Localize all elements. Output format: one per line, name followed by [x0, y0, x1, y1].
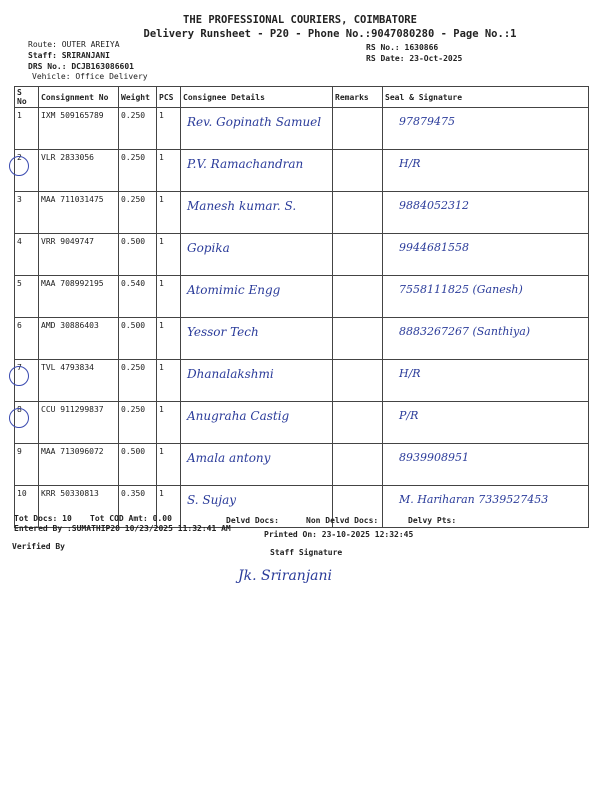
- row-weight: [119, 360, 157, 402]
- table-row: [15, 318, 589, 360]
- row-seal-signature: [383, 150, 589, 192]
- row-consignee-text: Yessor Tech: [187, 325, 259, 339]
- row-consignment-no-text: AMD 30886403: [41, 321, 99, 330]
- row-pcs-text: 1: [159, 489, 164, 498]
- row-seal-signature-text: 9944681558: [399, 241, 469, 254]
- consignment-table: [14, 86, 589, 528]
- row-consignment-no-text: VRR 9049747: [41, 237, 94, 246]
- row-seal-signature: [383, 234, 589, 276]
- row-pcs-text: 1: [159, 237, 164, 246]
- row-seal-signature-text: P/R: [399, 409, 419, 422]
- row-sno: [15, 108, 39, 150]
- table-row: [15, 108, 589, 150]
- tot-docs: Tot Docs: 10: [14, 514, 72, 523]
- row-consignee: [181, 360, 333, 402]
- row-pcs-text: 1: [159, 279, 164, 288]
- row-weight: [119, 402, 157, 444]
- row-pcs-text: 1: [159, 153, 164, 162]
- row-pcs: [157, 402, 181, 444]
- col-seal: Seal & Signature: [383, 87, 589, 108]
- vehicle-label: Vehicle: Office Delivery: [32, 72, 148, 81]
- row-remarks: [333, 360, 383, 402]
- row-consignment-no-text: KRR 50330813: [41, 489, 99, 498]
- row-seal-signature-text: 8883267267 (Santhiya): [399, 325, 531, 338]
- row-seal-signature: [383, 276, 589, 318]
- row-consignee: [181, 108, 333, 150]
- row-seal-signature-text: H/R: [399, 157, 421, 170]
- row-remarks: [333, 234, 383, 276]
- row-consignee-text: Anugraha Castig: [187, 409, 290, 423]
- row-consignment-no: [39, 234, 119, 276]
- row-pcs-text: 1: [159, 405, 164, 414]
- row-sno: [15, 234, 39, 276]
- row-weight-text: 0.500: [121, 447, 146, 456]
- row-consignment-no: [39, 276, 119, 318]
- row-pcs: [157, 234, 181, 276]
- row-sno-text: 9: [17, 447, 22, 456]
- delvy-pts: Delvy Pts:: [408, 516, 457, 525]
- col-pcs: PCS: [157, 87, 181, 108]
- row-weight-text: 0.250: [121, 111, 146, 120]
- row-remarks: [333, 276, 383, 318]
- row-remarks: [333, 108, 383, 150]
- row-consignee-text: P.V. Ramachandran: [187, 157, 304, 171]
- row-consignee: [181, 318, 333, 360]
- rs-date: RS Date: 23-Oct-2025: [366, 54, 463, 63]
- runsheet-title: Delivery Runsheet - P20 - Phone No.:9047080280 - Page No.:1: [143, 28, 517, 40]
- row-pcs-text: 1: [159, 111, 164, 120]
- delvd-docs: Delvd Docs:: [226, 516, 279, 525]
- row-sno: [15, 276, 39, 318]
- row-consignment-no-text: MAA 708992195: [41, 279, 104, 288]
- row-weight: [119, 444, 157, 486]
- row-consignment-no: [39, 444, 119, 486]
- row-consignee: [181, 234, 333, 276]
- row-sno-text: 5: [17, 279, 22, 288]
- row-consignee: [181, 444, 333, 486]
- row-consignee-text: Gopika: [187, 241, 230, 255]
- row-seal-signature: [383, 444, 589, 486]
- staff-label: Staff: SRIRANJANI: [28, 51, 110, 60]
- col-weight: Weight: [119, 87, 157, 108]
- circle-mark: [9, 366, 29, 386]
- row-sno: [15, 318, 39, 360]
- row-sno: [15, 150, 39, 192]
- col-consignment: Consignment No: [39, 87, 119, 108]
- circle-mark: [9, 156, 29, 176]
- row-seal-signature: [383, 318, 589, 360]
- table-row: [15, 276, 589, 318]
- row-consignment-no: [39, 108, 119, 150]
- row-seal-signature: [383, 108, 589, 150]
- row-sno-text: 6: [17, 321, 22, 330]
- circle-mark: [9, 408, 29, 428]
- col-sno: S No: [15, 87, 39, 108]
- row-consignment-no: [39, 192, 119, 234]
- row-seal-signature-text: 8939908951: [399, 451, 469, 464]
- row-consignee-text: Amala antony: [187, 451, 271, 465]
- entered-by: Entered By :SUMATHIP20 10/23/2025 11:32:41 AM: [14, 524, 231, 533]
- row-pcs-text: 1: [159, 447, 164, 456]
- row-pcs: [157, 276, 181, 318]
- row-weight-text: 0.540: [121, 279, 146, 288]
- route-label: Route: OUTER AREIYA: [28, 40, 120, 49]
- row-consignment-no: [39, 402, 119, 444]
- printed-on: Printed On: 23-10-2025 12:32:45: [264, 530, 414, 539]
- staff-signature-label: Staff Signature: [270, 548, 343, 557]
- row-consignment-no-text: CCU 911299837: [41, 405, 104, 414]
- row-remarks: [333, 150, 383, 192]
- row-sno-text: 4: [17, 237, 22, 246]
- rs-number: RS No.: 1630866: [366, 43, 439, 52]
- row-weight: [119, 108, 157, 150]
- row-sno-text: 7: [17, 363, 22, 372]
- row-sno-text: 1: [17, 111, 22, 120]
- row-weight: [119, 192, 157, 234]
- row-weight-text: 0.250: [121, 153, 146, 162]
- row-consignment-no-text: TVL 4793834: [41, 363, 94, 372]
- row-consignment-no-text: MAA 711031475: [41, 195, 104, 204]
- row-remarks: [333, 318, 383, 360]
- row-consignee-text: Atomimic Engg: [187, 283, 281, 297]
- row-consignment-no-text: MAA 713096072: [41, 447, 104, 456]
- row-weight: [119, 234, 157, 276]
- table-row: [15, 150, 589, 192]
- row-seal-signature: [383, 360, 589, 402]
- row-seal-signature-text: 9884052312: [399, 199, 469, 212]
- row-seal-signature-text: H/R: [399, 367, 421, 380]
- row-weight-text: 0.350: [121, 489, 146, 498]
- row-consignee-text: S. Sujay: [187, 493, 237, 507]
- row-consignment-no: [39, 360, 119, 402]
- row-consignee: [181, 150, 333, 192]
- table-row: [15, 234, 589, 276]
- col-remarks: Remarks: [333, 87, 383, 108]
- table-header-row: [15, 87, 589, 108]
- row-sno: [15, 402, 39, 444]
- row-sno: [15, 444, 39, 486]
- row-pcs: [157, 444, 181, 486]
- row-weight-text: 0.500: [121, 321, 146, 330]
- non-delvd-docs: Non Delvd Docs:: [306, 516, 379, 525]
- row-seal-signature-text: 97879475: [399, 115, 455, 128]
- row-pcs: [157, 318, 181, 360]
- tot-cod: Tot COD Amt: 0.00: [90, 514, 172, 523]
- row-seal-signature-text: M. Hariharan 7339527453: [399, 493, 549, 506]
- row-pcs: [157, 192, 181, 234]
- row-remarks: [333, 192, 383, 234]
- row-consignment-no-text: VLR 2833056: [41, 153, 94, 162]
- row-weight: [119, 318, 157, 360]
- table-row: [15, 360, 589, 402]
- row-consignee-text: Manesh kumar. S.: [187, 199, 297, 213]
- row-weight: [119, 276, 157, 318]
- row-weight-text: 0.250: [121, 405, 146, 414]
- row-pcs-text: 1: [159, 363, 164, 372]
- company-name: THE PROFESSIONAL COURIERS, COIMBATORE: [183, 14, 417, 26]
- row-consignee-text: Rev. Gopinath Samuel: [187, 115, 322, 129]
- table-row: [15, 192, 589, 234]
- row-consignment-no: [39, 318, 119, 360]
- row-sno: [15, 192, 39, 234]
- row-consignee-text: Dhanalakshmi: [187, 367, 274, 381]
- row-seal-signature-text: 7558111825 (Ganesh): [399, 283, 523, 296]
- row-seal-signature: [383, 192, 589, 234]
- staff-signature: Jk. Sriranjani: [238, 568, 332, 584]
- row-consignee: [181, 402, 333, 444]
- table-row: [15, 444, 589, 486]
- drs-number: DRS No.: DCJB163086601: [28, 62, 134, 71]
- row-consignee: [181, 192, 333, 234]
- row-weight-text: 0.250: [121, 195, 146, 204]
- row-sno-text: 3: [17, 195, 22, 204]
- row-sno-text: 10: [17, 489, 27, 498]
- col-consignee: Consignee Details: [181, 87, 333, 108]
- row-pcs-text: 1: [159, 321, 164, 330]
- row-weight-text: 0.500: [121, 237, 146, 246]
- row-weight-text: 0.250: [121, 363, 146, 372]
- row-consignee: [181, 276, 333, 318]
- verified-by: Verified By: [12, 542, 65, 551]
- row-remarks: [333, 444, 383, 486]
- row-consignment-no: [39, 150, 119, 192]
- row-pcs: [157, 150, 181, 192]
- row-sno-text: 2: [17, 153, 22, 162]
- row-sno: [15, 360, 39, 402]
- row-seal-signature: [383, 402, 589, 444]
- row-sno-text: 8: [17, 405, 22, 414]
- row-pcs: [157, 360, 181, 402]
- row-pcs: [157, 108, 181, 150]
- row-remarks: [333, 402, 383, 444]
- row-consignment-no-text: IXM 509165789: [41, 111, 104, 120]
- table-row: [15, 402, 589, 444]
- row-pcs-text: 1: [159, 195, 164, 204]
- row-weight: [119, 150, 157, 192]
